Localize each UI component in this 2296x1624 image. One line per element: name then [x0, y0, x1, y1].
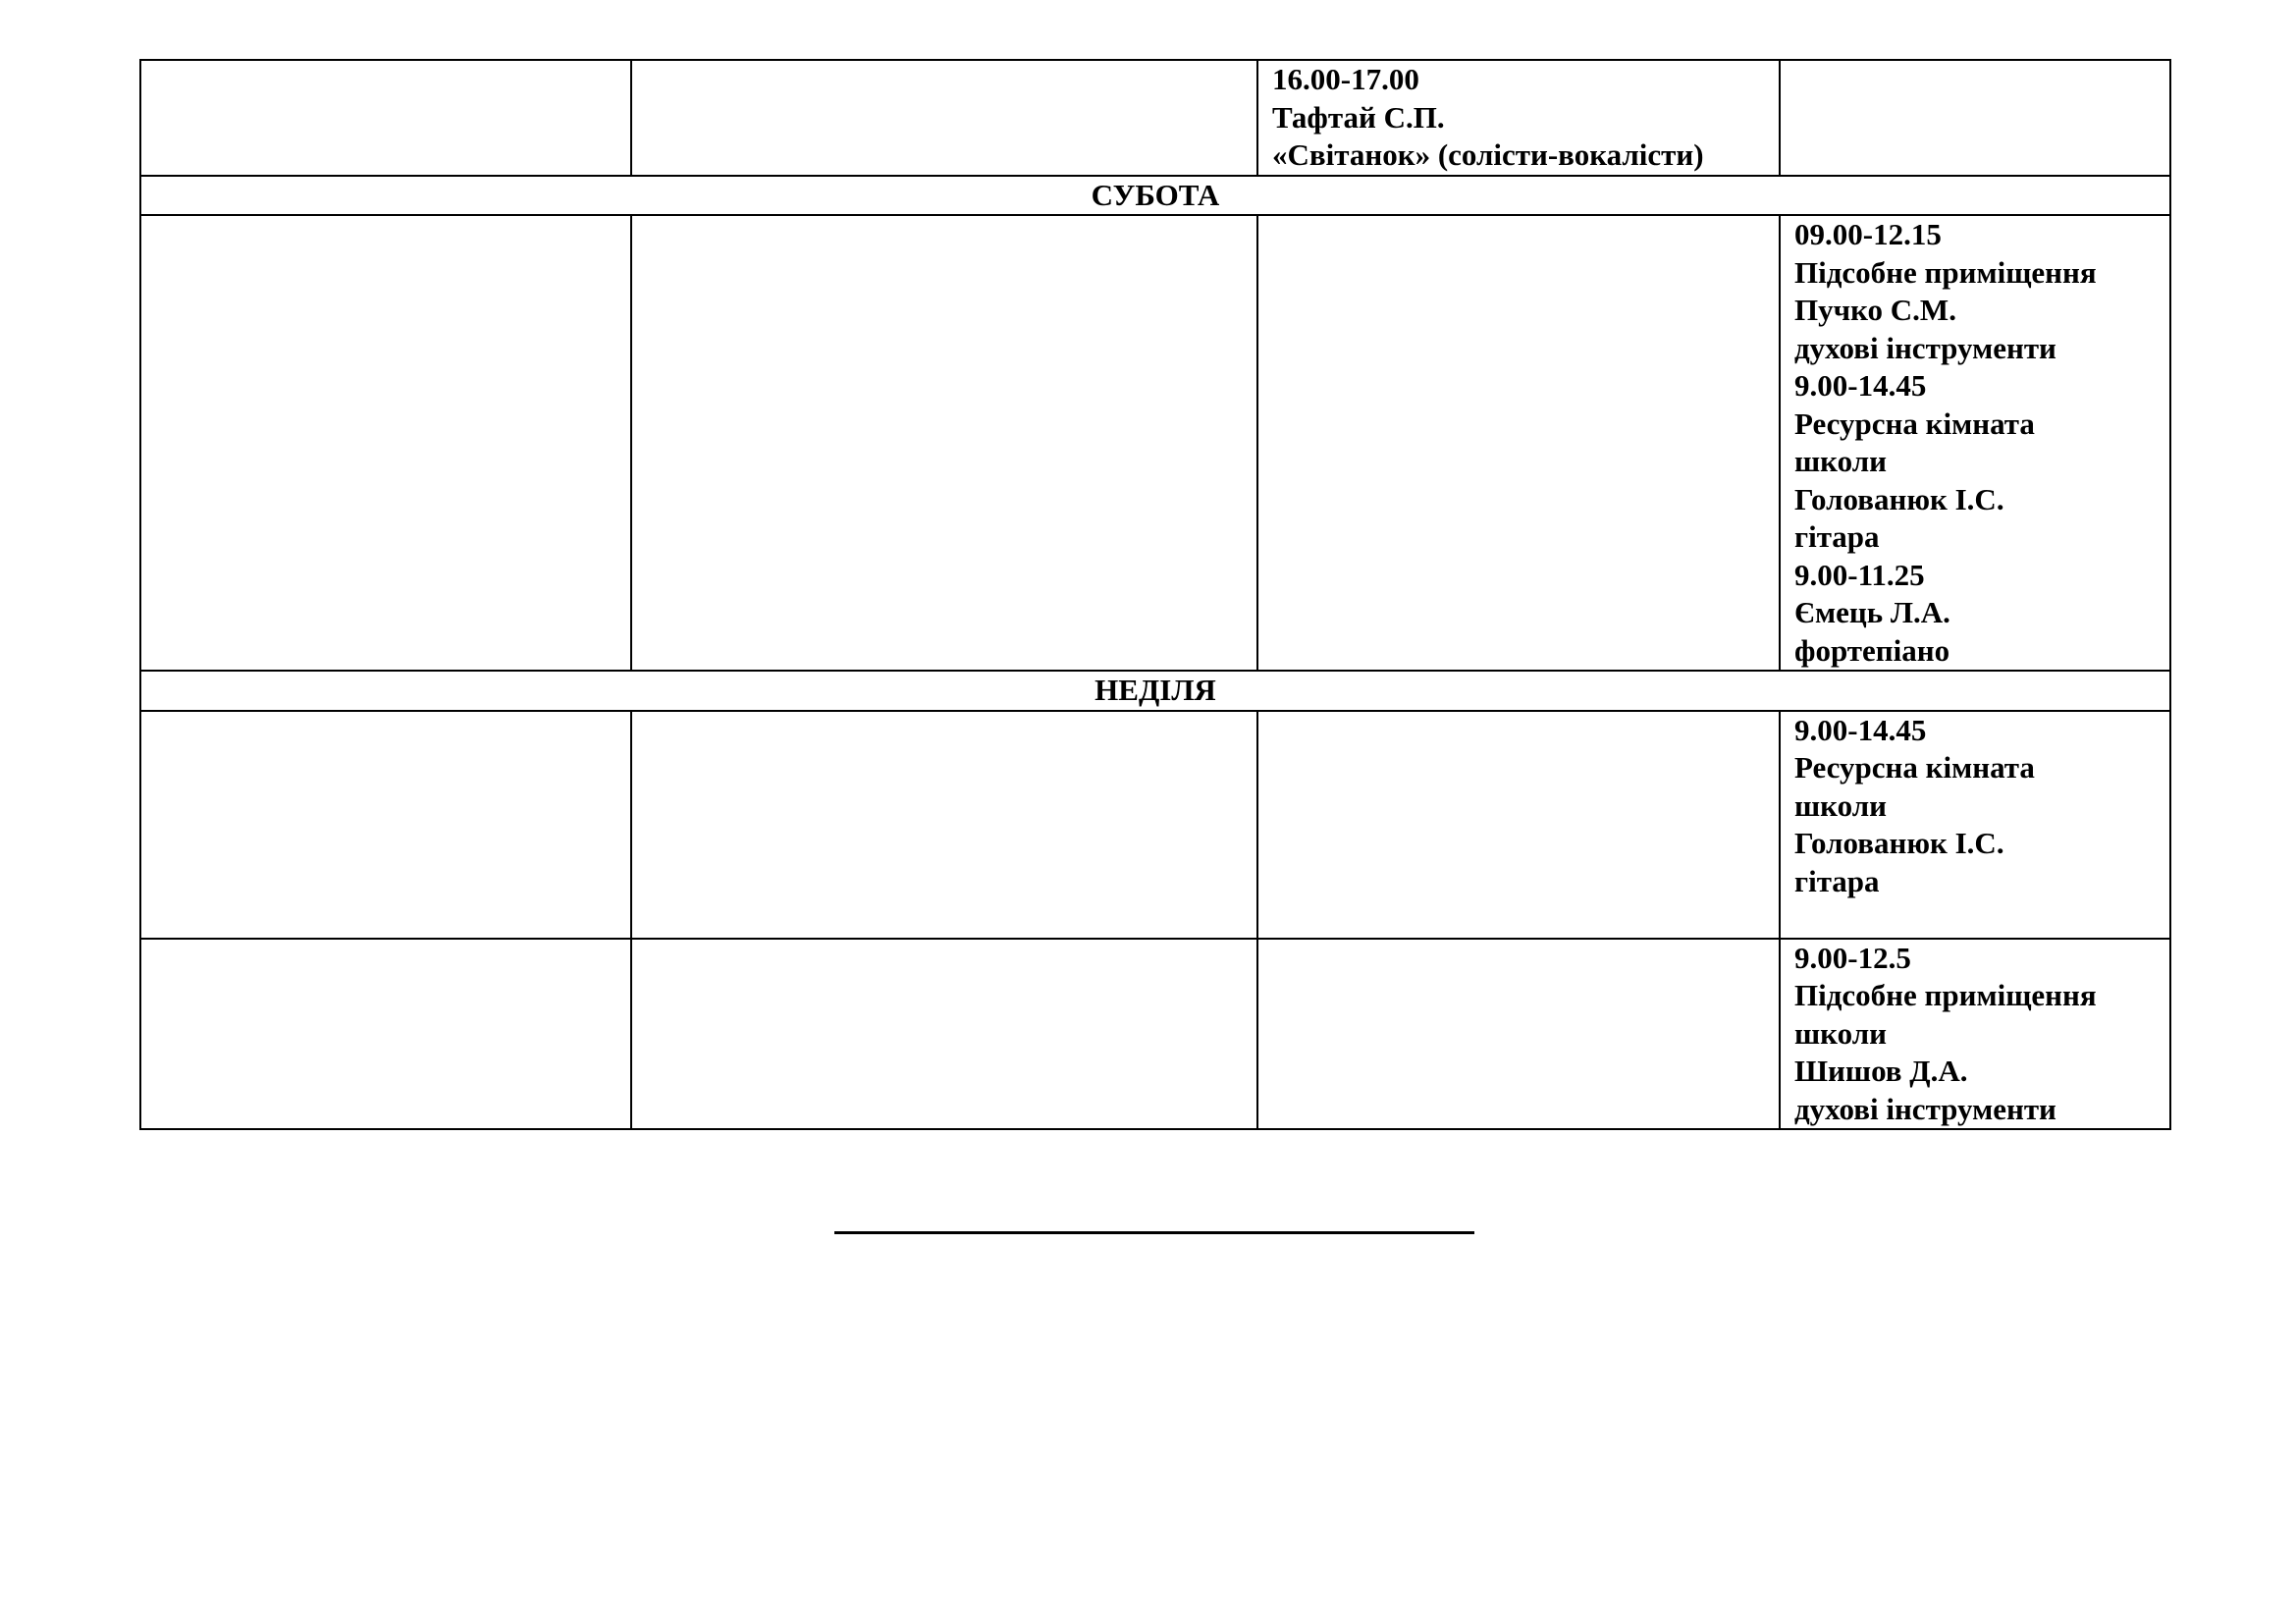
table-row: [140, 60, 2170, 176]
table-cell: [631, 939, 1257, 1130]
day-heading-saturday: СУБОТА: [140, 176, 2170, 216]
table-cell: [1257, 939, 1780, 1130]
table-cell: [140, 215, 631, 671]
table-cell: [1780, 711, 2170, 939]
end-divider-line: [834, 1231, 1474, 1234]
table-cell: [140, 939, 631, 1130]
cell-line: школи: [1794, 1015, 1887, 1051]
table-cell: [1780, 60, 2170, 176]
table-cell: [1257, 215, 1780, 671]
cell-line: фортепіано: [1794, 632, 1950, 668]
day-heading-sunday: НЕДІЛЯ: [140, 671, 2170, 711]
cell-line: 9.00-11.25: [1794, 557, 1925, 592]
cell-line: 16.00-17.00: [1272, 62, 1419, 96]
cell-line: гітара: [1794, 863, 1880, 898]
cell-line: школи: [1794, 444, 1887, 478]
table-cell: [140, 711, 631, 939]
cell-line: Підсобне приміщення: [1794, 978, 2097, 1012]
cell-line: Ємець Л.А.: [1794, 595, 1950, 629]
day-row-sunday: [140, 671, 2170, 711]
cell-line: Ресурсна кімната: [1794, 406, 2035, 441]
cell-line: 9.00-14.45: [1794, 712, 1927, 747]
cell-line: «Світанок» (солісти-вокалісти): [1272, 137, 1704, 172]
cell-line: 09.00-12.15: [1794, 217, 1942, 251]
cell-line: 9.00-12.5: [1794, 940, 1911, 975]
table-row: [140, 939, 2170, 1130]
cell-line: духові інструменти: [1794, 330, 2056, 365]
cell-line: Підсобне приміщення: [1794, 254, 2097, 290]
cell-line: гітара: [1794, 519, 1880, 554]
cell-line: школи: [1794, 787, 1887, 823]
table-cell: [1780, 215, 2170, 671]
table-row: [140, 215, 2170, 671]
cell-line: Ресурсна кімната: [1794, 750, 2035, 785]
day-row-saturday: [140, 176, 2170, 216]
cell-line: Тафтай С.П.: [1272, 99, 1445, 135]
cell-line: Пучко С.М.: [1794, 293, 1956, 327]
table-cell: [1780, 939, 2170, 1130]
cell-line: 9.00-14.45: [1794, 368, 1927, 403]
table-cell: [1257, 711, 1780, 939]
cell-line: Шишов Д.А.: [1794, 1054, 1968, 1088]
table-cell: [1257, 60, 1780, 176]
cell-line: духові інструменти: [1794, 1091, 2056, 1126]
table-cell: [140, 60, 631, 176]
table-cell: [631, 60, 1257, 176]
schedule-table: [139, 59, 2171, 1130]
cell-line: Голованюк І.С.: [1794, 481, 2004, 516]
table-cell: [631, 215, 1257, 671]
table-row: [140, 711, 2170, 939]
cell-line: Голованюк І.С.: [1794, 826, 2004, 860]
table-cell: [631, 711, 1257, 939]
